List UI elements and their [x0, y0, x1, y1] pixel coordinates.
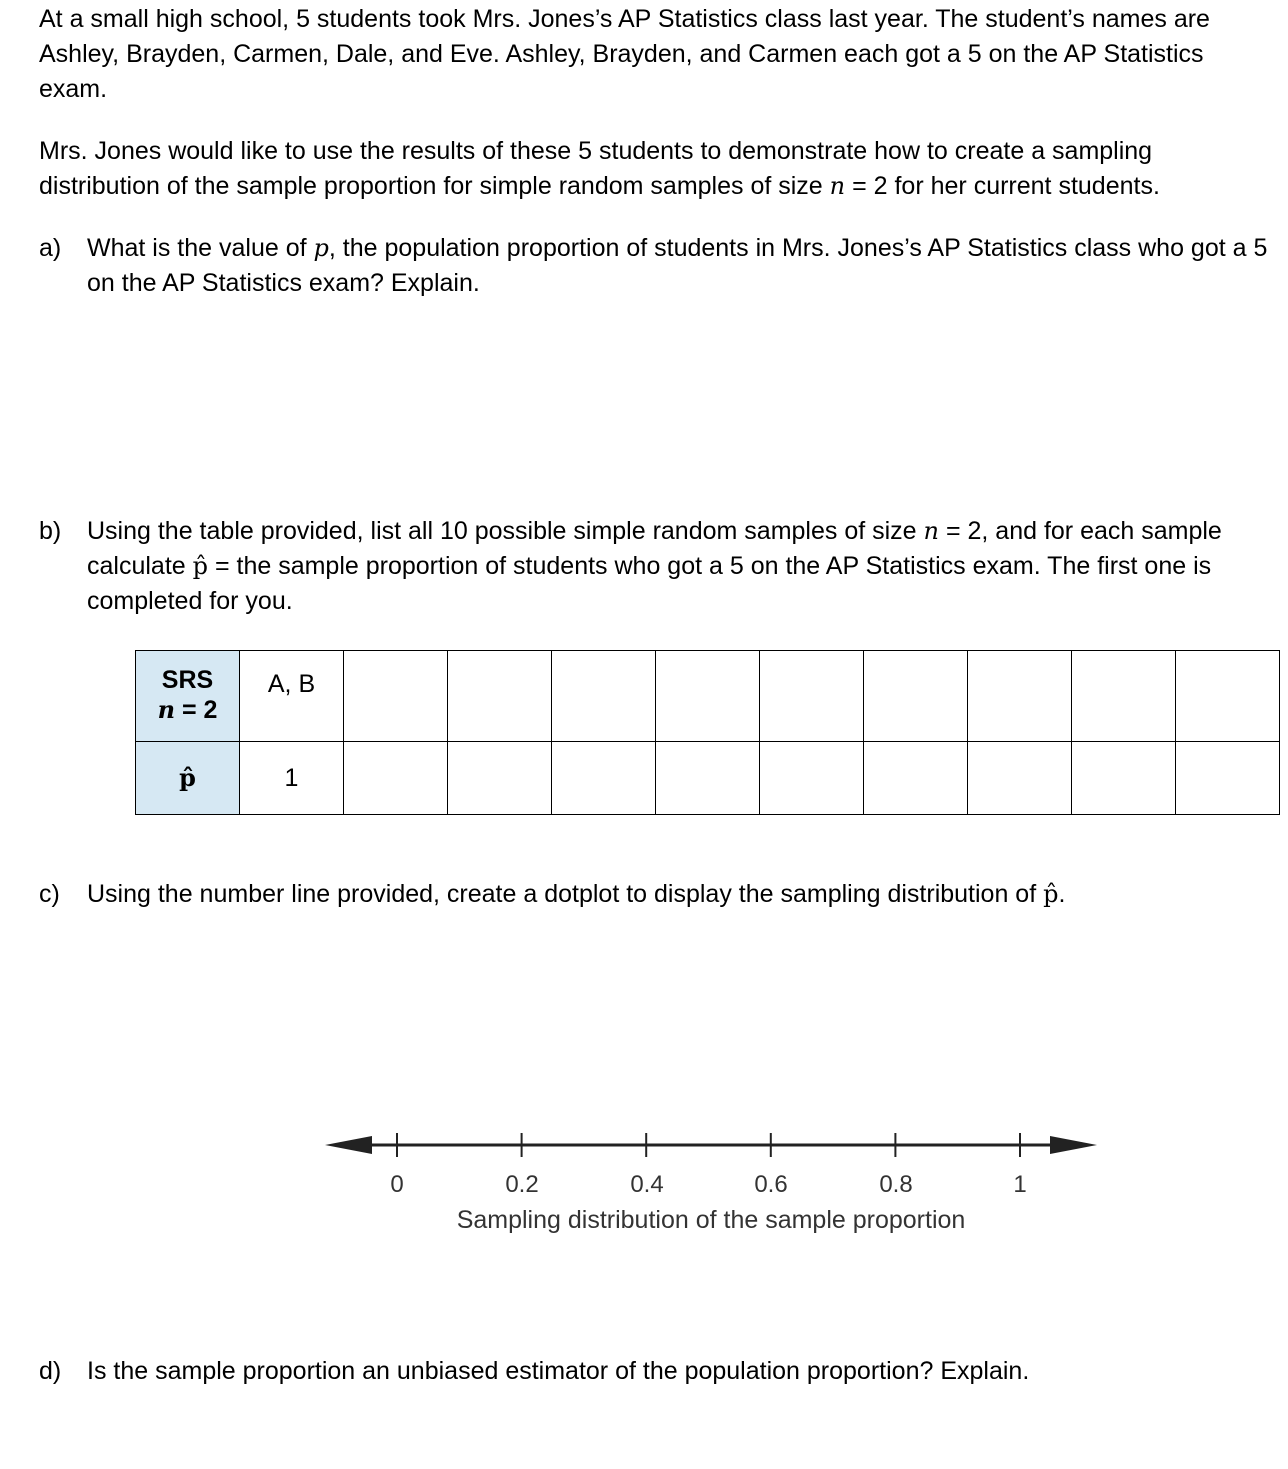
phat-header-cell — [136, 742, 240, 815]
phat-cell-7[interactable] — [864, 742, 968, 815]
question-b-text: Using the table provided, list all 10 possible simple random samples of size n = 2, and for each sample calculate p̂ = the sample proportion of students who got a 5 on the AP Statistics exam. The first one is completed for you. — [87, 517, 1222, 615]
question-d-text: Is the sample proportion an unbiased estimator of the population proportion? Explain. — [87, 1357, 1030, 1385]
question-c — [39, 877, 1274, 912]
tick-label-0.2: 0.2 — [505, 1171, 539, 1198]
phat-row — [136, 742, 1280, 815]
srs-cell-4[interactable] — [552, 651, 656, 742]
srs-cell-5[interactable] — [656, 651, 760, 742]
srs-cell-8[interactable] — [968, 651, 1072, 742]
srs-cell-10[interactable] — [1176, 651, 1280, 742]
srs-header-label: SRS — [161, 666, 214, 694]
srs-cell-6[interactable] — [760, 651, 864, 742]
question-c-phat: p̂ — [1043, 880, 1059, 908]
phat-cell-5[interactable] — [656, 742, 760, 815]
question-c-label: c) — [39, 880, 60, 908]
question-b-var-n: n — [923, 517, 939, 545]
intro-p2-text-a: Mrs. Jones would like to use the results of these 5 students to demonstrate how to create a sampling distribution of the sample proportion for simple random samples of size — [39, 137, 1153, 200]
tick-label-0.8: 0.8 — [879, 1171, 913, 1198]
left-arrow-icon — [325, 1136, 372, 1154]
phat-cell-1[interactable]: 1 — [240, 742, 344, 815]
phat-cell-2[interactable] — [344, 742, 448, 815]
question-d-label: d) — [39, 1357, 62, 1385]
question-a-label: a) — [39, 234, 62, 262]
intro-p2-text-b: = 2 for her current students. — [852, 172, 1160, 200]
phat-cell-4[interactable] — [552, 742, 656, 815]
srs-cell-2[interactable] — [344, 651, 448, 742]
phat-cell-9[interactable] — [1072, 742, 1176, 815]
right-arrow-icon — [1050, 1136, 1097, 1154]
phat-cell-3[interactable] — [448, 742, 552, 815]
question-d — [39, 1354, 1274, 1389]
srs-cell-3[interactable] — [448, 651, 552, 742]
phat-header-symbol: p̂ — [179, 763, 196, 792]
srs-cell-1[interactable]: A, B — [240, 651, 344, 742]
srs-header-cell — [136, 651, 240, 742]
srs-table — [135, 650, 1280, 815]
tick-label-0.4: 0.4 — [630, 1171, 664, 1198]
question-a — [39, 231, 1274, 301]
intro-paragraph-2 — [39, 134, 1269, 204]
srs-cell-9[interactable] — [1072, 651, 1176, 742]
question-b — [39, 514, 1274, 619]
srs-cell-7[interactable] — [864, 651, 968, 742]
tick-label-0.6: 0.6 — [754, 1171, 788, 1198]
tick-label-0: 0 — [390, 1171, 404, 1198]
tick-label-1: 1 — [1013, 1171, 1027, 1198]
question-a-var-p: p — [313, 234, 329, 262]
number-line[interactable] — [320, 1120, 1110, 1240]
phat-cell-10[interactable] — [1176, 742, 1280, 815]
question-a-text: What is the value of p, the population proportion of students in Mrs. Jones’s AP Statistics class who got a 5 on the AP Statistics exam? Explain. — [87, 234, 1268, 297]
phat-cell-8[interactable] — [968, 742, 1072, 815]
number-line-caption: Sampling distribution of the sample proportion — [456, 1206, 966, 1234]
srs-row — [136, 651, 1280, 742]
question-b-phat: p̂ — [192, 552, 208, 580]
srs-header-n-rest: = 2 — [181, 696, 218, 724]
question-c-text: Using the number line provided, create a dotplot to display the sampling distribution of p̂. — [87, 880, 1066, 908]
phat-cell-6[interactable] — [760, 742, 864, 815]
intro-paragraph-1: At a small high school, 5 students took Mrs. Jones’s AP Statistics class last year. The student’s names are Ashley, Brayden, Carmen, Dale, and Eve. Ashley, Brayden, and Carmen each got a 5 on the AP Statistics exam. — [39, 5, 1210, 103]
srs-header-n: n — [157, 695, 176, 724]
intro-p2-var-n: n — [829, 172, 846, 200]
question-b-label: b) — [39, 517, 62, 545]
